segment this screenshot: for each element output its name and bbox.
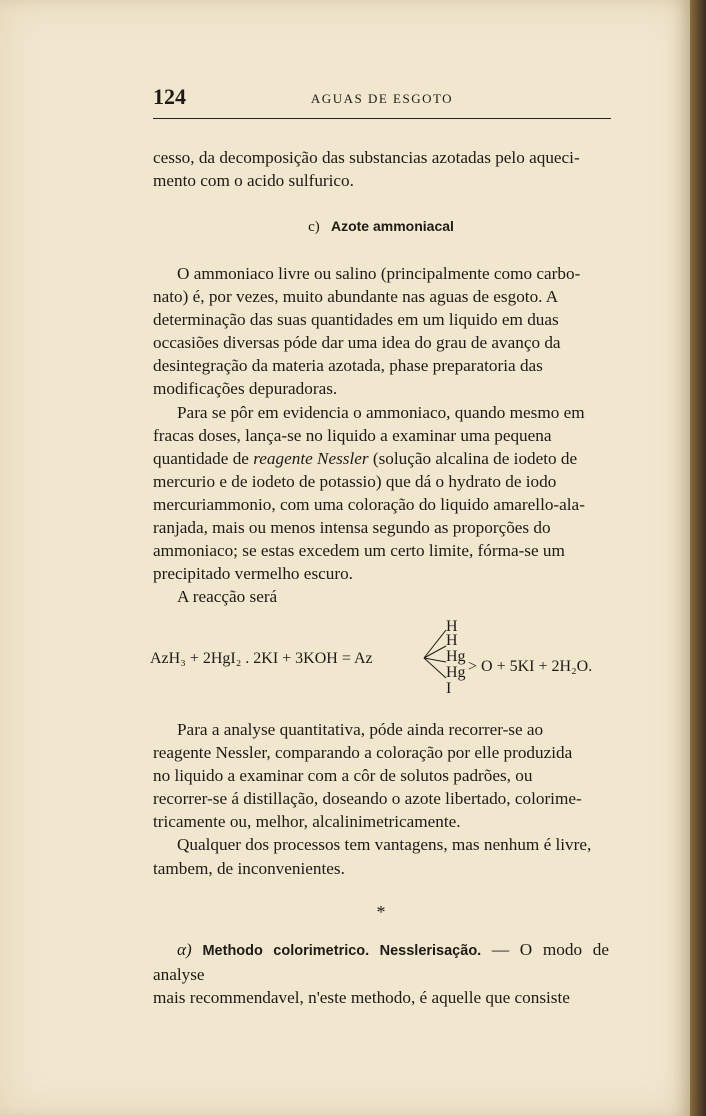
text-line: Qualquer dos processos tem vantagens, mas nenhum é livre, <box>177 835 592 855</box>
separator-asterisk: * <box>376 902 386 922</box>
text-line: nato) é, por vezes, muito abundante nas aguas de esgoto. A <box>153 287 559 307</box>
paragraph-2 <box>153 262 609 608</box>
text-line: no liquido a examinar com a côr de solutos padrões, ou <box>153 766 533 786</box>
section-title: Azote ammoniacal <box>330 218 454 234</box>
method-title: Methodo colorimetrico. Nesslerisação. <box>202 943 482 959</box>
text-line: determinação das suas quantidades em um liquido em duas <box>153 310 559 330</box>
formula-h-top: H <box>446 618 458 635</box>
formula-hg-1: Hg <box>446 648 466 665</box>
paragraph-4 <box>153 718 609 880</box>
text-line: ranjada, mais ou menos intensa segundo as proporções do <box>153 518 551 538</box>
formula-lhs: AzH₃ + 2HgI₂ . 2KI + 3KOH = Az <box>150 650 373 667</box>
header-rule <box>153 118 611 119</box>
text-line: α) Methodo colorimetrico. Nesslerisação. — O modo de analyse <box>153 940 609 985</box>
method-letter: α) <box>177 940 192 959</box>
text-line: modificações depuradoras. <box>153 379 338 399</box>
text-line: tricamente ou, melhor, alcalinimetricamente. <box>153 812 461 832</box>
text-line: A reacção será <box>177 587 278 607</box>
text-line: O ammoniaco livre ou salino (principalmente como carbo- <box>177 264 581 283</box>
text-line: mercurio e de iodeto de potassio) que dá o hydrato de iodo <box>153 471 557 491</box>
formula-i-bottom: I <box>446 680 452 697</box>
text-line: desintegração da materia azotada, phase preparatoria das <box>153 356 543 376</box>
formula-h-mid: H <box>446 632 458 649</box>
text-line: Para se pôr em evidencia o ammoniaco, quando mesmo em <box>177 402 585 422</box>
text-line: recorrer-se á distillação, doseando o azote libertado, colorime- <box>153 789 582 809</box>
text-line: cesso, da decomposição das substancias azotadas pelo aqueci- <box>153 148 580 167</box>
reagent-name: reagente Nessler <box>253 448 369 468</box>
formula-hg-2: Hg <box>446 664 466 681</box>
section-letter: c) <box>308 219 320 235</box>
text-line: precipitado vermelho escuro. <box>153 564 353 584</box>
text-line: occasiões diversas póde dar uma idea do grau de avanço da <box>153 333 561 353</box>
text-line: tambem, de inconvenientes. <box>153 858 345 878</box>
bond-lines <box>420 622 450 694</box>
method-paragraph <box>153 938 609 1009</box>
text-line: mais recommendavel, n'este methodo, é aquelle que consiste <box>153 988 570 1008</box>
running-title: AGUAS DE ESGOTO <box>310 91 454 106</box>
text-line: Para a analyse quantitativa, póde ainda recorrer-se ao <box>177 720 544 739</box>
text-line: mercuriammonio, com uma coloração do liquido amarello-ala- <box>153 494 585 514</box>
text-line: quantidade de reagente Nessler (solução alcalina de iodeto de <box>153 448 578 468</box>
formula-rhs: > O + 5KI + 2H₂O. <box>468 658 593 675</box>
text-line: ammoniaco; se estas excedem um certo limite, fórma-se um <box>153 541 565 561</box>
page-edge <box>690 0 706 1116</box>
text-line: reagente Nessler, comparando a coloração por elle produzida <box>153 743 573 763</box>
text-line: mento com o acido sulfurico. <box>153 171 354 191</box>
section-heading <box>153 218 609 236</box>
page-number: 124 <box>153 84 186 109</box>
text-line: fracas doses, lança-se no liquido a examinar uma pequena <box>153 425 552 445</box>
paragraph-1 <box>153 146 609 192</box>
chemical-formula <box>150 618 620 708</box>
page-header <box>153 84 611 116</box>
